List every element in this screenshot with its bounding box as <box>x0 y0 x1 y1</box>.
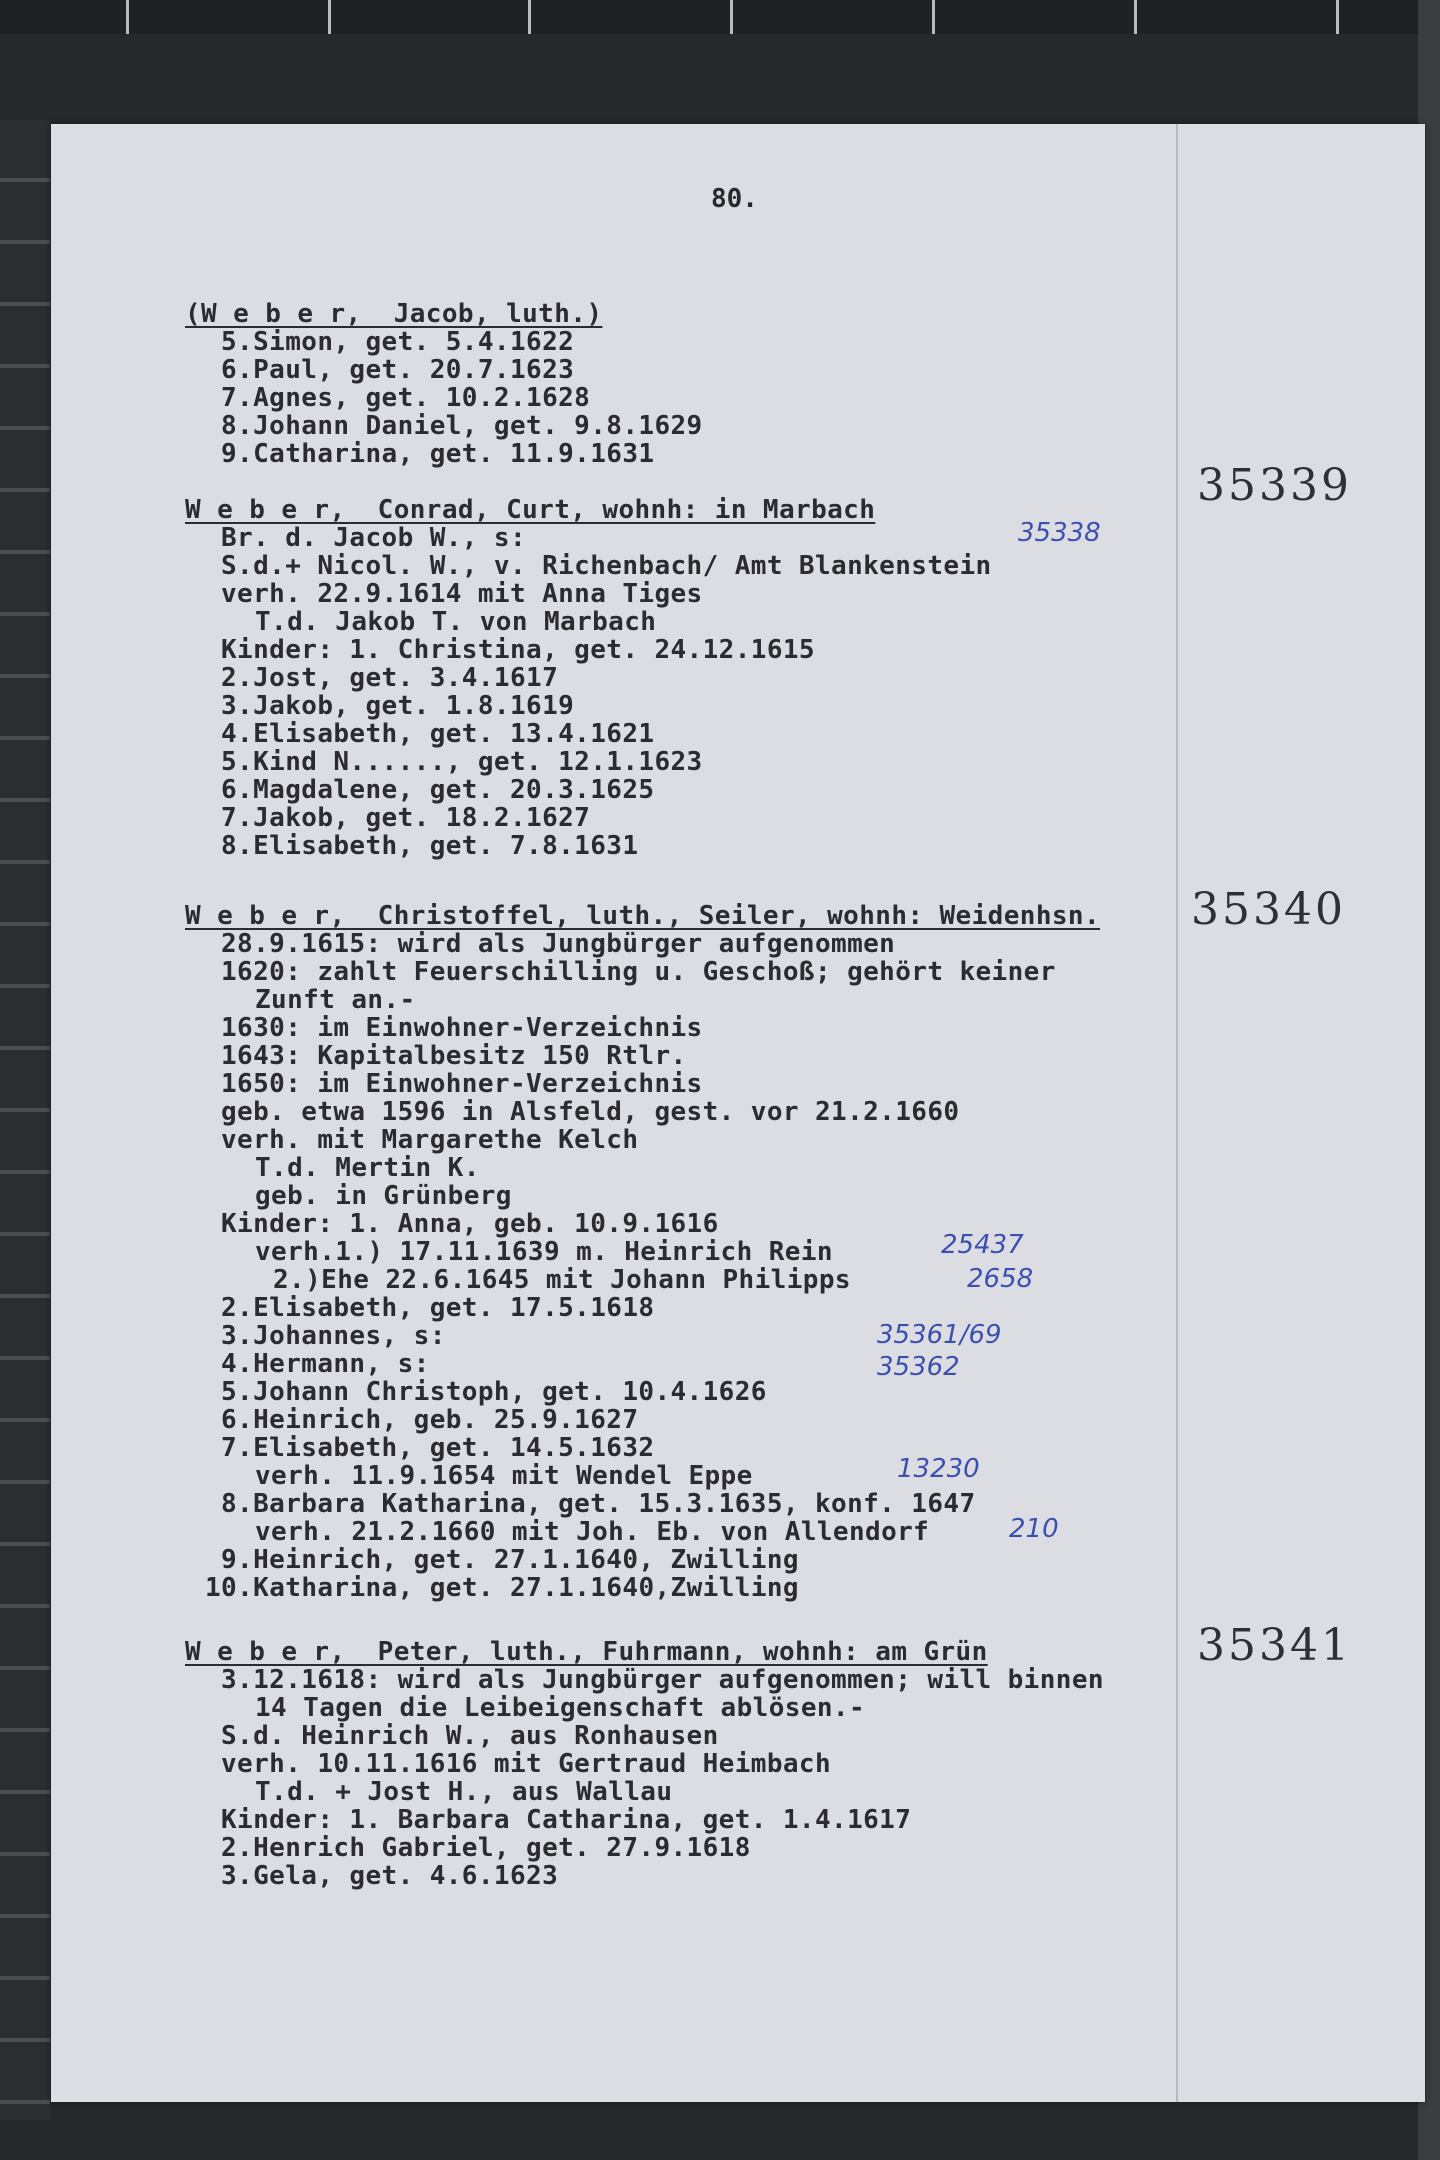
header-text: W e b e r, Peter, luth., Fuhrmann, wohnh: am Grün <box>185 1637 988 1667</box>
entry-line: 1620: zahlt Feuerschilling u. Geschoß; gehört keiner <box>221 957 1056 987</box>
entry-header <box>185 1638 988 1666</box>
entry-line: S.d. Heinrich W., aus Ronhausen <box>221 1721 719 1751</box>
entry-line: T.d. Jakob T. von Marbach <box>255 607 657 637</box>
entry-line: 1643: Kapitalbesitz 150 Rtlr. <box>221 1041 687 1071</box>
entry-line: 10.Katharina, get. 27.1.1640,Zwilling <box>205 1573 799 1603</box>
entry-line: 28.9.1615: wird als Jungbürger aufgenommen <box>221 929 896 959</box>
strip-tick <box>528 0 531 34</box>
entry-line: Br. d. Jacob W., s: <box>221 523 527 553</box>
record-number: 35340 <box>1191 884 1346 935</box>
entry-header <box>185 300 602 328</box>
entry-line: Kinder: 1. Christina, get. 24.12.1615 <box>221 635 815 665</box>
index-card <box>51 124 1425 2102</box>
scanner-left-strip <box>0 120 50 2120</box>
entry-line: geb. etwa 1596 in Alsfeld, gest. vor 21.2.1660 <box>221 1097 960 1127</box>
entry-line: verh.1.) 17.11.1639 m. Heinrich Rein <box>255 1237 833 1267</box>
entry-line: 2.Elisabeth, get. 17.5.1618 <box>221 1293 655 1323</box>
handwritten-ref: 25437 <box>941 1230 1024 1260</box>
strip-tick <box>1336 0 1339 34</box>
entry-line: S.d.+ Nicol. W., v. Richenbach/ Amt Blankenstein <box>221 551 992 581</box>
entry-line: verh. mit Margarethe Kelch <box>221 1125 639 1155</box>
strip-tick <box>730 0 733 34</box>
handwritten-ref: 210 <box>1009 1514 1059 1544</box>
entry-line: 6.Paul, get. 20.7.1623 <box>221 355 575 385</box>
entry-line: verh. 10.11.1616 mit Gertraud Heimbach <box>221 1749 832 1779</box>
entry-line: verh. 22.9.1614 mit Anna Tiges <box>221 579 703 609</box>
entry-line: 5.Kind N......, get. 12.1.1623 <box>221 747 703 777</box>
handwritten-ref: 35362 <box>877 1352 960 1382</box>
entry-line: T.d. + Jost H., aus Wallau <box>255 1777 673 1807</box>
entry-header <box>185 902 1100 930</box>
entry-line: T.d. Mertin K. <box>255 1153 480 1183</box>
header-text: W e b e r, Christoffel, luth., Seiler, wohnh: Weidenhsn. <box>185 901 1101 931</box>
entry-line: 3.12.1618: wird als Jungbürger aufgenommen; will binnen <box>221 1665 1104 1695</box>
record-number: 35341 <box>1197 1620 1352 1671</box>
handwritten-ref: 2658 <box>967 1264 1034 1294</box>
entry-line: Kinder: 1. Anna, geb. 10.9.1616 <box>221 1209 719 1239</box>
entry-line: 3.Gela, get. 4.6.1623 <box>221 1861 559 1891</box>
margin-rule <box>1176 124 1178 2102</box>
entry-line: verh. 11.9.1654 mit Wendel Eppe <box>255 1461 753 1491</box>
entry-header <box>185 496 875 524</box>
entry-line: verh. 21.2.1660 mit Joh. Eb. von Allendorf <box>255 1517 930 1547</box>
strip-tick <box>126 0 129 34</box>
entry-line: 6.Magdalene, get. 20.3.1625 <box>221 775 655 805</box>
entry-line: 14 Tagen die Leibeigenschaft ablösen.- <box>255 1693 866 1723</box>
entry-line: 5.Johann Christoph, get. 10.4.1626 <box>221 1377 767 1407</box>
entry-line: Kinder: 1. Barbara Catharina, get. 1.4.1617 <box>221 1805 912 1835</box>
entry-line: 1630: im Einwohner-Verzeichnis <box>221 1013 703 1043</box>
handwritten-ref: 35338 <box>1018 518 1101 548</box>
header-text: W e b e r, Conrad, Curt, wohnh: in Marbach <box>185 495 876 525</box>
entry-line: 9.Heinrich, get. 27.1.1640, Zwilling <box>221 1545 799 1575</box>
strip-tick <box>932 0 935 34</box>
entry-line: 8.Elisabeth, get. 7.8.1631 <box>221 831 639 861</box>
scanner-top-strip <box>0 0 1440 34</box>
entry-line: 6.Heinrich, geb. 25.9.1627 <box>221 1405 639 1435</box>
page-number: 80. <box>711 184 758 214</box>
entry-line: 3.Jakob, get. 1.8.1619 <box>221 691 575 721</box>
entry-line: 4.Hermann, s: <box>221 1349 430 1379</box>
entry-line: 3.Johannes, s: <box>221 1321 446 1351</box>
strip-tick <box>328 0 331 34</box>
record-number: 35339 <box>1197 460 1352 511</box>
entry-line: 2.)Ehe 22.6.1645 mit Johann Philipps <box>273 1265 851 1295</box>
entry-line: geb. in Grünberg <box>255 1181 512 1211</box>
entry-line: 2.Jost, get. 3.4.1617 <box>221 663 559 693</box>
header-text: (W e b e r, Jacob, luth.) <box>185 299 603 329</box>
entry-line: Zunft an.- <box>255 985 416 1015</box>
entry-line: 7.Elisabeth, get. 14.5.1632 <box>221 1433 655 1463</box>
entry-line: 5.Simon, get. 5.4.1622 <box>221 327 575 357</box>
entry-line: 2.Henrich Gabriel, get. 27.9.1618 <box>221 1833 751 1863</box>
entry-line: 9.Catharina, get. 11.9.1631 <box>221 439 655 469</box>
entry-line: 4.Elisabeth, get. 13.4.1621 <box>221 719 655 749</box>
entry-line: 1650: im Einwohner-Verzeichnis <box>221 1069 703 1099</box>
strip-tick <box>1134 0 1137 34</box>
entry-line: 8.Johann Daniel, get. 9.8.1629 <box>221 411 703 441</box>
handwritten-ref: 35361/69 <box>877 1320 1002 1350</box>
entry-line: 8.Barbara Katharina, get. 15.3.1635, konf. 1647 <box>221 1489 976 1519</box>
handwritten-ref: 13230 <box>897 1454 980 1484</box>
entry-line: 7.Agnes, get. 10.2.1628 <box>221 383 591 413</box>
entry-line: 7.Jakob, get. 18.2.1627 <box>221 803 591 833</box>
